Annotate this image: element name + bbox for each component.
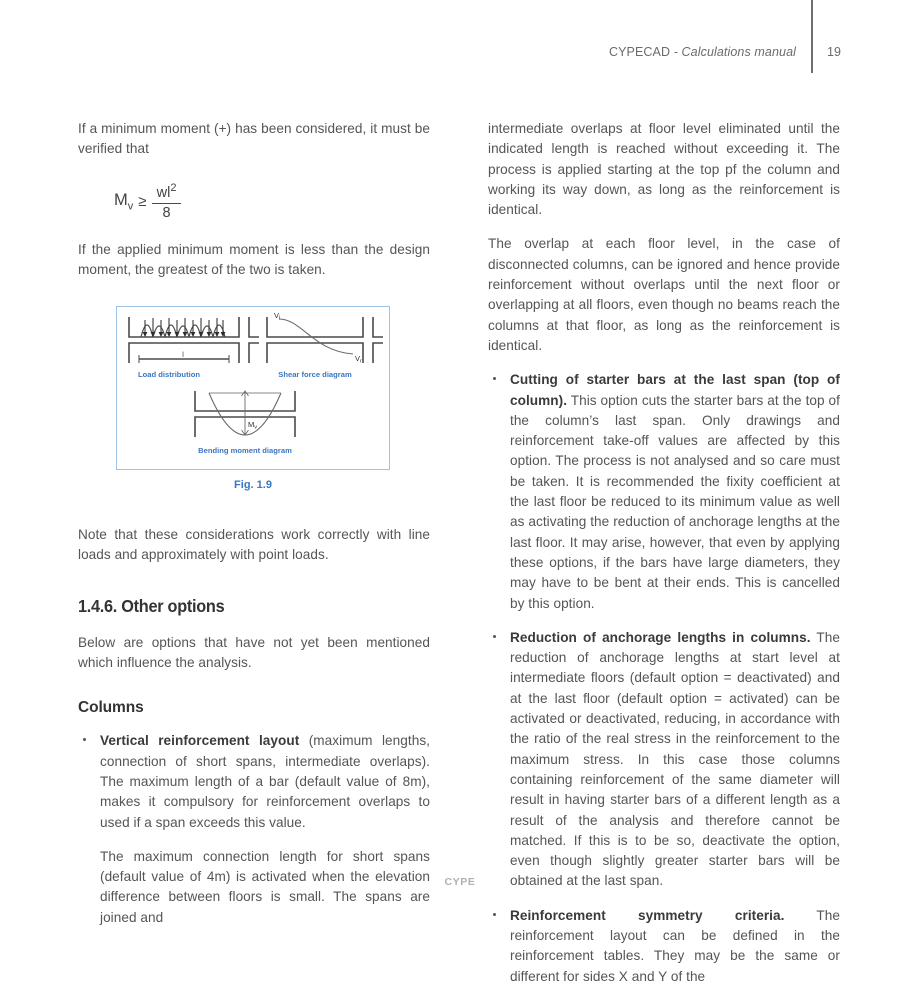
figure-vr-label: $V_r$ (355, 354, 362, 365)
paragraph-design-moment: If the applied minimum moment is less than the design moment, the greatest of the two is taken. (78, 241, 430, 277)
figure-label-bending-moment: Bending moment diagram (198, 446, 292, 456)
paragraph-below-options: Below are options that have not yet been mentioned which influence the analysis. (78, 634, 430, 671)
bullet-body: This option cuts the starter bars at the top of the column’s last span. Only drawings and reinforcement take-off values are affected by this option. The process is not analysed and so care must be taken. It is recommended the fixity coefficient at the last floor be reduced to its minimum value as well as activating the reduction of anchorage lengths at the last floor. It may arise, however, that even by applying these options, if the bars have large diameters, they may have to be bent at their ends. This is cancelled by this option. (510, 392, 840, 611)
formula-numerator-exponent: 2 (170, 182, 177, 195)
bullet-dot-icon (83, 738, 86, 741)
bullet-body: The reinforcement layout can be defined in the reinforcement tables. They may be the same or different for sides X and Y of the (510, 907, 840, 984)
right-text-column (488, 119, 840, 987)
figure-vl-label: $V_l$ (274, 311, 281, 322)
bullet-body: The reduction of anchorage lengths at start level at intermediate floors (default option = deactivated) and at the last floor (default option = activated) can be activated or deactivated, reducing, in accordance with the ratio of the real stress in the reinforcement to the maximum stress. In this case those columns containing reinforcement of the same diameter will result in having starter bars of a different length as a result of the analysis and therefore cannot be matched. If this is to be so, deactivate the option, even though slightly greater starter bars will be obtained at the last span. (510, 629, 840, 889)
list-item (488, 628, 840, 892)
formula-lhs-symbol: M (114, 190, 128, 209)
bullet-reinforcement-symmetry-criteria (510, 906, 840, 987)
paragraph-note-line-loads: Note that these considerations work correctly with line loads and approximately with point loads. (78, 527, 430, 563)
bullet-dot-icon (493, 377, 496, 380)
paragraph-minimum-moment: If a minimum moment (+) has been considered, it must be verified that (78, 121, 430, 157)
figure-label-shear-force: Shear force diagram (278, 370, 352, 380)
list-item (488, 906, 840, 987)
header-title (609, 45, 796, 59)
formula-relation: ≥ (138, 193, 147, 211)
bullet-dot-icon (493, 635, 496, 638)
bullet-lead: Vertical reinforcement layout (100, 733, 300, 749)
right-bullet-list (488, 370, 840, 987)
paragraph-overlap-floor-level: The overlap at each floor level, in the case of disconnected columns, can be ignored and hence provide reinforcement without overlaps until the next floor or overlapping at all floors, even though no beams reach the columns at that floor, as long as the reinforcement is identical. (488, 236, 840, 353)
formula-lhs (114, 191, 133, 212)
left-bullet-list (78, 731, 430, 928)
formula-denominator: 8 (152, 203, 180, 221)
figure-1-9-diagram (117, 307, 389, 469)
page-footer: CYPE (444, 876, 476, 888)
header-divider-rule (811, 0, 813, 73)
bullet-cutting-of-starter-bars (510, 370, 840, 614)
subsection-heading-columns: Columns (78, 699, 144, 717)
header-title-suffix: - Calculations manual (670, 45, 796, 59)
bullet-reduction-of-anchorage-lengths (510, 628, 840, 892)
bullet-dot-icon (493, 913, 496, 916)
bullet-vertical-reinforcement-layout-cont: The maximum connection length for short spans (default value of 4m) is activated when the elevation difference between floors is small. The spans are joined and (100, 848, 430, 925)
left-text-column (78, 119, 430, 928)
page-header (0, 0, 920, 90)
formula-fraction (152, 183, 180, 220)
formula-lhs-subscript: v (127, 200, 134, 213)
list-item (488, 370, 840, 614)
figure-caption: Fig. 1.9 (234, 479, 272, 492)
formula-minimum-moment (114, 182, 430, 222)
page-number: 19 (827, 45, 841, 59)
bullet-vertical-reinforcement-layout (100, 731, 430, 832)
formula-numerator (155, 183, 179, 202)
bullet-body: (maximum lengths, connection of short spans, intermediate overlaps). The maximum length of a bar (default value of 8m), makes it compulsory for reinforcement overlaps to used if a span exceeds this value. (100, 733, 430, 830)
figure-label-load-distribution: Load distribution (137, 370, 201, 380)
bullet-lead: Reinforcement symmetry criteria. (510, 907, 785, 923)
figure-1-9-container (116, 306, 390, 470)
bullet-lead: Cutting of starter bars at the last span (top of column). (510, 372, 840, 408)
formula-numerator-base: wl (156, 185, 171, 201)
bullet-lead: Reduction of anchorage lengths in columns. (510, 629, 811, 645)
figure-span-label: l (182, 352, 184, 360)
paragraph-intermediate-overlaps: intermediate overlaps at floor level eliminated until the indicated length is reached without exceeding it. The process is applied starting at the top pf the column and working its way down, as long as the reinforcement is identical. (488, 121, 840, 218)
figure-mv-label: $M_v$ (248, 420, 257, 431)
section-heading-other-options: 1.4.6. Other options (78, 595, 225, 616)
header-title-product: CYPECAD (608, 45, 671, 59)
list-item (78, 731, 430, 928)
